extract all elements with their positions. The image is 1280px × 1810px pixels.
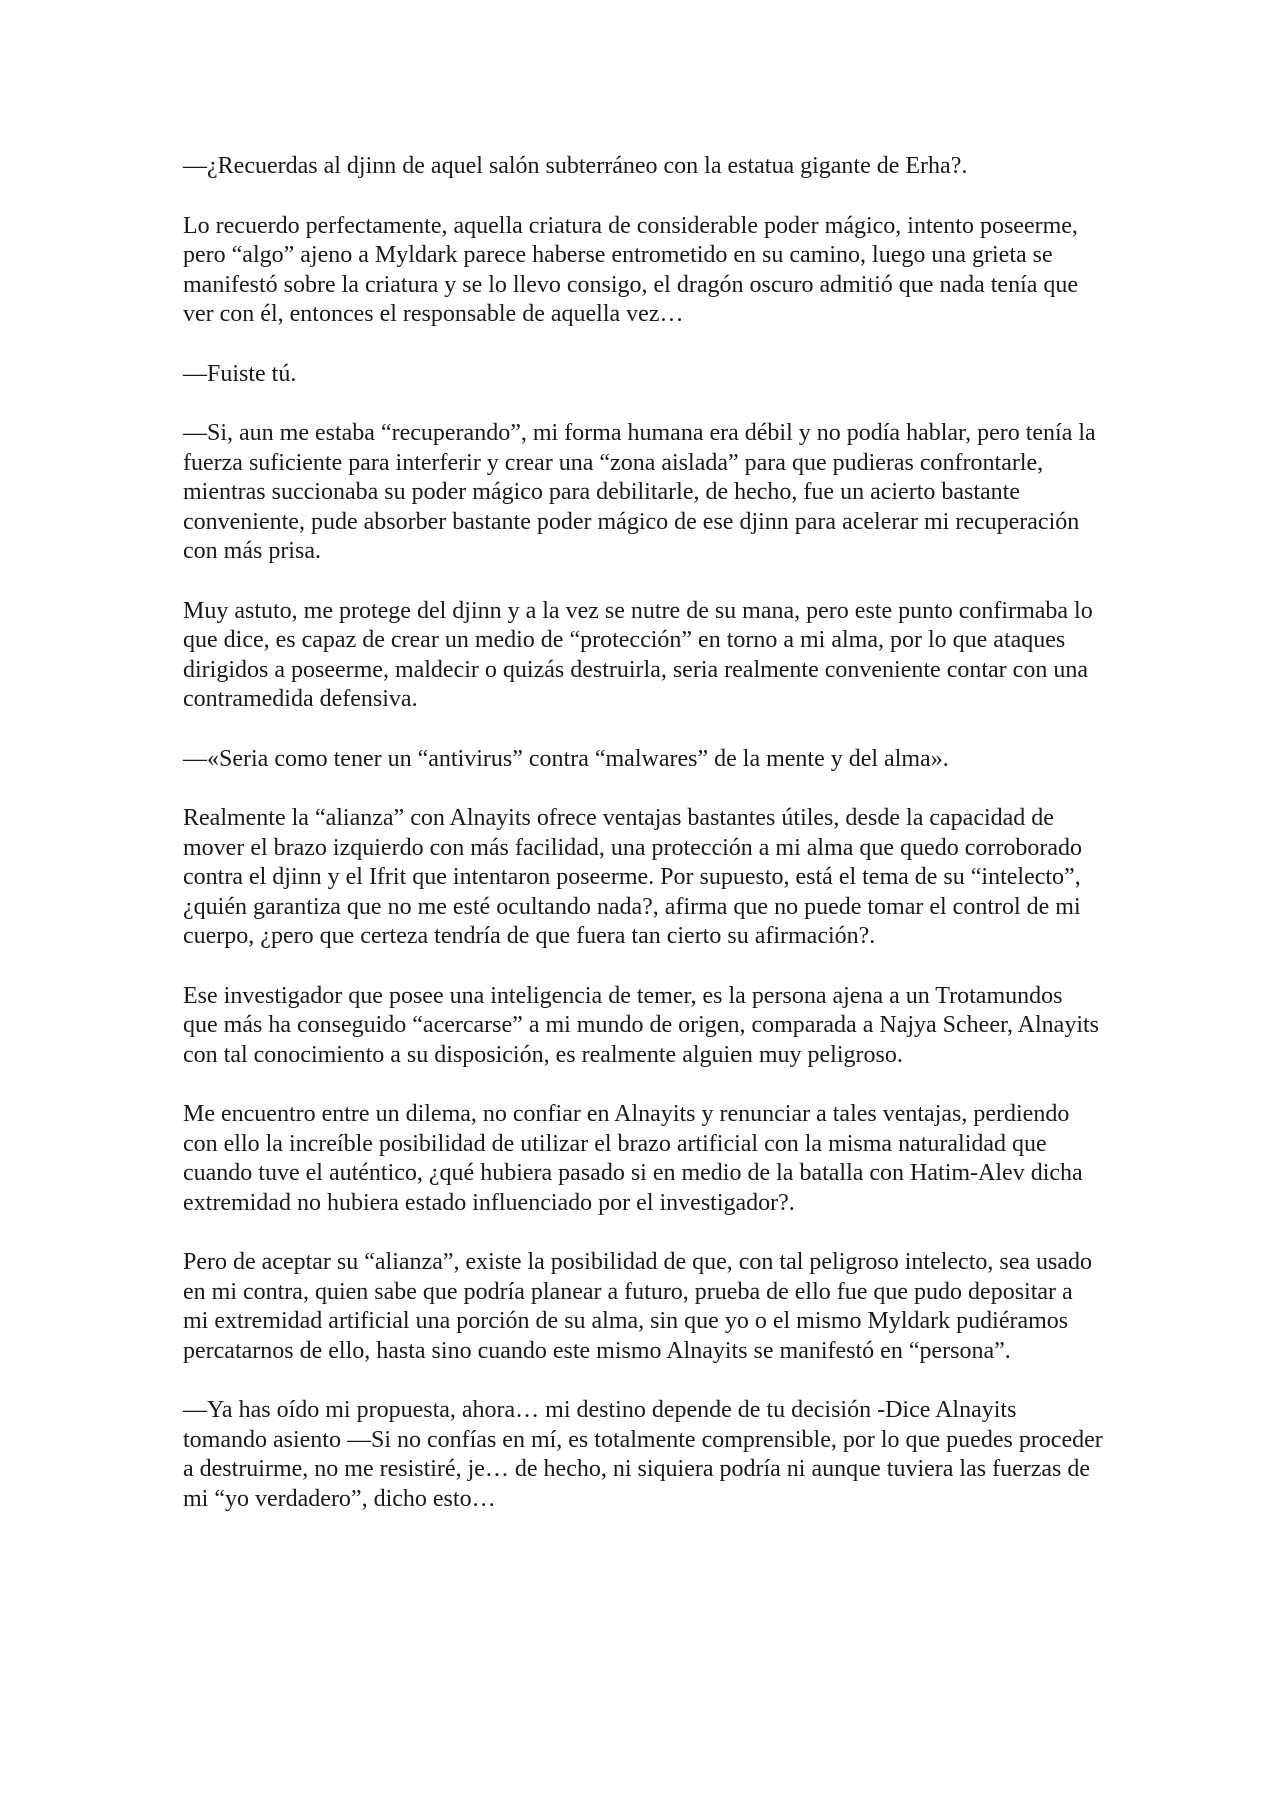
paragraph: —¿Recuerdas al djinn de aquel salón subterráneo con la estatua gigante de Erha?. [183, 153, 968, 179]
paragraph: Realmente la “alianza” con Alnayits ofrece ventajas bastantes útiles, desde la capacidad de mover el brazo izquierdo con más facilidad, una protección a mi alma que quedo corroborado contra el djinn y el Ifrit que intentaron poseerme. Por supuesto, está el tema de su “intelecto”, ¿quién garantiza que no me esté ocultando nada?, afirma que no puede tomar el control de mi cuerpo, ¿pero que certeza tendría de que fuera tan cierto su afirmación?. [183, 805, 1082, 949]
document-body [183, 152, 1103, 1544]
paragraph: —«Seria como tener un “antivirus” contra “malwares” de la mente y del alma». [183, 745, 949, 772]
paragraph: Muy astuto, me protege del djinn y a la vez se nutre de su mana, pero este punto confirmaba lo que dice, es capaz de crear un medio de “protección” en torno a mi alma, por lo que ataques dirigidos a poseerme, maldecir o quizás destruirla, seria realmente conveniente contar con una contramedida defensiva. [183, 597, 1093, 712]
paragraph: Ese investigador que posee una inteligencia de temer, es la persona ajena a un Trotamundos que más ha conseguido “acercarse” a mi mundo de origen, comparada a Najya Scheer, Alnayits con tal conocimiento a su disposición, es realmente alguien muy peligroso. [183, 982, 1100, 1068]
paragraph: —Si, aun me estaba “recuperando”, mi forma humana era débil y no podía hablar, pero tenía la fuerza suficiente para interferir y crear una “zona aislada” para que pudieras confrontarle, mientras succionaba su poder mágico para debilitarle, de hecho, fue un acierto bastante conveniente, pude absorber bastante poder mágico de ese djinn para acelerar mi recuperación con más prisa. [183, 420, 1096, 564]
paragraph: Pero de aceptar su “alianza”, existe la posibilidad de que, con tal peligroso intelecto, sea usado en mi contra, quien sabe que podría planear a futuro, prueba de ello fue que pudo depositar a mi extremidad artificial una porción de su alma, sin que yo o el mismo Myldark pudiéramos percatarnos de ello, hasta sino cuando este mismo Alnayits se manifestó en “persona”. [183, 1249, 1092, 1364]
paragraph: Me encuentro entre un dilema, no confiar en Alnayits y renunciar a tales ventajas, perdiendo con ello la increíble posibilidad de utilizar el brazo artificial con la misma naturalidad que cuando tuve el auténtico, ¿qué hubiera pasado si en medio de la batalla con Hatim-Alev dicha extremidad no hubiera estado influenciado por el investigador?. [183, 1101, 1083, 1216]
paragraph: —Fuiste tú. [183, 360, 297, 387]
paragraph: Lo recuerdo perfectamente, aquella criatura de considerable poder mágico, intento poseerme, pero “algo” ajeno a Myldark parece haberse entrometido en su camino, luego una grieta se manifestó sobre la criatura y se lo llevo consigo, el dragón oscuro admitió que nada tenía que ver con él, entonces el responsable de aquella vez… [183, 212, 1079, 327]
paragraph: —Ya has oído mi propuesta, ahora… mi destino depende de tu decisión -Dice Alnayits tomando asiento —Si no confías en mí, es totalmente comprensible, por lo que puedes proceder a destruirme, no me resistiré, je… de hecho, ni siquiera podría ni aunque tuviera las fuerzas de mi “yo verdadero”, dicho esto… [183, 1397, 1103, 1512]
